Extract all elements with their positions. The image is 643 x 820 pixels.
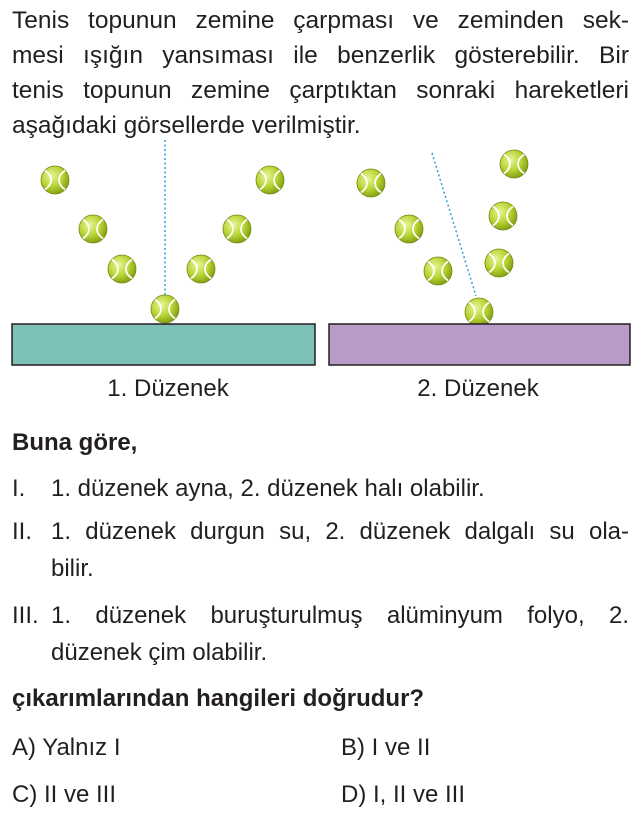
setup-2-label: 2. Düzenek xyxy=(417,375,539,402)
setup-2 xyxy=(329,150,630,402)
tennis-ball xyxy=(223,215,251,243)
statement-text: düzenek çim olabilir. xyxy=(51,639,268,666)
choice-d[interactable]: D) I, II ve III xyxy=(341,781,466,808)
statement-text: 1. düzenek durgun su, 2. düzenek dalgalı su ola- xyxy=(51,518,629,545)
tennis-ball xyxy=(41,166,69,194)
setup-1-label: 1. Düzenek xyxy=(107,375,229,402)
intro-line: mesi ışığın yansıması ile benzerlik gösterebilir. Bir xyxy=(12,42,629,69)
question-tail: çıkarımlarından hangileri doğrudur? xyxy=(12,685,425,712)
tennis-ball xyxy=(395,215,423,243)
tennis-ball xyxy=(357,169,385,197)
figure-setups xyxy=(0,130,643,420)
choice-b[interactable]: B) I ve II xyxy=(341,734,431,761)
tennis-ball xyxy=(485,249,513,277)
tennis-ball xyxy=(79,215,107,243)
statement-text: 1. düzenek ayna, 2. düzenek halı olabilir. xyxy=(51,475,485,502)
intro-line: aşağıdaki görsellerde verilmiştir. xyxy=(12,112,361,139)
choice-a[interactable]: A) Yalnız I xyxy=(12,734,121,761)
tennis-ball xyxy=(489,202,517,230)
tennis-ball xyxy=(187,255,215,283)
statement-numeral: I. xyxy=(12,475,26,502)
choice-c[interactable]: C) II ve III xyxy=(12,781,117,808)
setup-1 xyxy=(12,140,315,402)
surface-1 xyxy=(12,324,315,365)
statement-numeral: III. xyxy=(12,602,39,629)
tennis-ball xyxy=(108,255,136,283)
question-lead: Buna göre, xyxy=(12,429,138,456)
intro-line: Tenis topunun zemine çarpması ve zeminden sek- xyxy=(12,7,629,34)
statement-numeral: II. xyxy=(12,518,33,545)
statement-text: bilir. xyxy=(51,555,94,582)
surface-2 xyxy=(329,324,630,365)
tennis-ball xyxy=(256,166,284,194)
tennis-ball xyxy=(500,150,528,178)
tennis-ball xyxy=(465,298,493,326)
tennis-ball xyxy=(424,257,452,285)
intro-line: tenis topunun zemine çarptıktan sonraki hareketleri xyxy=(12,77,629,104)
tennis-ball xyxy=(151,295,179,323)
statement-text: 1. düzenek buruşturulmuş alüminyum folyo, 2. xyxy=(51,602,629,629)
